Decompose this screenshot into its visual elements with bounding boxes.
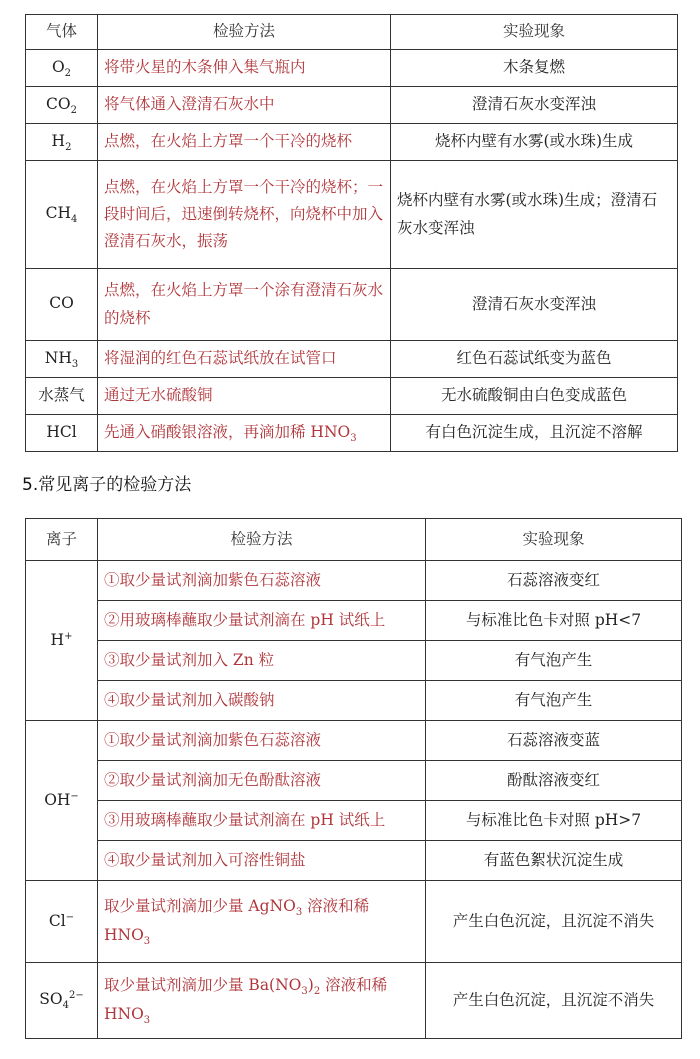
ion-test-table (25, 518, 682, 1039)
phenomenon-cell: 石蕊溶液变蓝 (426, 721, 682, 761)
method-cell: 点燃，在火焰上方罩一个干冷的烧杯 (98, 124, 391, 161)
phenomenon-cell: 有蓝色絮状沉淀生成 (426, 841, 682, 881)
header-phenomenon: 实验现象 (391, 15, 678, 50)
method-cell: 将湿润的红色石蕊试纸放在试管口 (98, 341, 391, 378)
gas-cell (26, 50, 98, 87)
gas-cell (26, 378, 98, 415)
gas-cell (26, 87, 98, 124)
table-row (26, 841, 682, 881)
table-row (26, 161, 678, 269)
method-subscript: 3 (301, 986, 308, 997)
ion-cell-oh (26, 721, 98, 881)
method-subscript: 3 (143, 1014, 151, 1026)
method-subscript: 2 (313, 986, 321, 997)
gas-cell (26, 341, 98, 378)
phenomenon-cell: 木条复燃 (391, 50, 678, 87)
header-method: 检验方法 (98, 15, 391, 50)
phenomenon-cell: 有白色沉淀生成，且沉淀不溶解 (391, 415, 678, 452)
header-ion: 离子 (26, 519, 98, 561)
table-row (26, 721, 682, 761)
gas-formula: 水蒸气 (38, 385, 85, 404)
gas-cell (26, 161, 98, 269)
gas-formula: CH (45, 204, 71, 223)
method-cell: 点燃，在火焰上方罩一个涂有澄清石灰水的烧杯 (98, 269, 391, 341)
ion-charge: − (70, 790, 79, 802)
table-row (26, 87, 678, 124)
gas-subscript: 3 (71, 358, 79, 370)
ion-formula: OH (44, 790, 71, 809)
method-text: 溶液和稀 HNO (104, 896, 370, 944)
method-subscript: 3 (143, 935, 151, 947)
table-header-row (26, 15, 678, 50)
method-subscript: 3 (295, 907, 303, 918)
phenomenon-cell: 有气泡产生 (426, 641, 682, 681)
phenomenon-cell: 与标准比色卡对照 pH>7 (426, 801, 682, 841)
method-cell: ④取少量试剂加入可溶性铜盐 (98, 841, 426, 881)
table-row (26, 415, 678, 452)
gas-formula: NH (44, 348, 72, 367)
method-cell: ④取少量试剂加入碳酸钠 (98, 681, 426, 721)
gas-subscript: 2 (64, 67, 72, 79)
method-text: 溶液和稀 HNO (104, 975, 388, 1023)
ion-charge: + (64, 630, 73, 642)
method-text: ) (307, 975, 314, 994)
ion-charge: − (65, 911, 75, 923)
phenomenon-cell: 烧杯内壁有水雾(或水珠)生成 (391, 124, 678, 161)
header-phenomenon: 实验现象 (426, 519, 682, 561)
phenomenon-cell: 无水硫酸铜由白色变成蓝色 (391, 378, 678, 415)
method-cell: ②取少量试剂滴加无色酚酞溶液 (98, 761, 426, 801)
phenomenon-cell: 烧杯内壁有水雾(或水珠)生成；澄清石灰水变浑浊 (391, 161, 678, 269)
table-row (26, 801, 682, 841)
method-cell (98, 963, 426, 1039)
method-cell: 将气体通入澄清石灰水中 (98, 87, 391, 124)
ion-formula: Cl (48, 911, 66, 930)
phenomenon-cell: 红色石蕊试纸变为蓝色 (391, 341, 678, 378)
ion-subscript: 4 (62, 1000, 69, 1012)
gas-formula: HCl (46, 422, 77, 441)
method-cell: ③用玻璃棒蘸取少量试剂滴在 pH 试纸上 (98, 801, 426, 841)
table-row (26, 681, 682, 721)
method-cell (98, 415, 391, 452)
method-cell (98, 881, 426, 963)
ion-cell-cl (26, 881, 98, 963)
phenomenon-cell: 澄清石灰水变浑浊 (391, 87, 678, 124)
header-method: 检验方法 (98, 519, 426, 561)
table-row (26, 761, 682, 801)
gas-formula: O (51, 57, 65, 76)
method-cell: ①取少量试剂滴加紫色石蕊溶液 (98, 721, 426, 761)
ion-cell-so4 (26, 963, 98, 1039)
method-cell: ②用玻璃棒蘸取少量试剂滴在 pH 试纸上 (98, 601, 426, 641)
ion-cell-h (26, 561, 98, 721)
method-subscript: 3 (350, 432, 357, 444)
phenomenon-cell: 产生白色沉淀，且沉淀不消失 (426, 963, 682, 1039)
gas-formula: CO (46, 94, 71, 113)
method-cell: ①取少量试剂滴加紫色石蕊溶液 (98, 561, 426, 601)
ion-charge: 2− (68, 990, 84, 1002)
ion-formula: H (50, 630, 65, 649)
method-text: 先通入硝酸银溶液，再滴加稀 HNO (104, 422, 351, 441)
phenomenon-cell: 有气泡产生 (426, 681, 682, 721)
table-row (26, 881, 682, 963)
phenomenon-cell: 与标准比色卡对照 pH<7 (426, 601, 682, 641)
table-row (26, 561, 682, 601)
ion-formula: SO (39, 990, 63, 1009)
method-cell: 点燃，在火焰上方罩一个干冷的烧杯；一段时间后，迅速倒转烧杯，向烧杯中加入澄清石灰水，振荡 (98, 161, 391, 269)
phenomenon-cell: 产生白色沉淀，且沉淀不消失 (426, 881, 682, 963)
gas-formula: H (51, 131, 66, 150)
phenomenon-cell: 澄清石灰水变浑浊 (391, 269, 678, 341)
method-text: 取少量试剂滴加少量 Ba(NO (104, 975, 302, 994)
header-gas: 气体 (26, 15, 98, 50)
table-row (26, 963, 682, 1039)
table-row (26, 378, 678, 415)
gas-test-table (25, 14, 678, 452)
phenomenon-cell: 酚酞溶液变红 (426, 761, 682, 801)
gas-formula: CO (49, 294, 74, 313)
table-row (26, 341, 678, 378)
table-header-row (26, 519, 682, 561)
method-cell: 通过无水硫酸铜 (98, 378, 391, 415)
phenomenon-cell: 石蕊溶液变红 (426, 561, 682, 601)
gas-subscript: 2 (70, 104, 77, 116)
gas-cell (26, 415, 98, 452)
method-cell: 将带火星的木条伸入集气瓶内 (98, 50, 391, 87)
gas-subscript: 2 (65, 141, 72, 153)
table-row (26, 601, 682, 641)
section-title: 5.常见离子的检验方法 (22, 475, 192, 495)
table-row (26, 124, 678, 161)
method-cell: ③取少量试剂加入 Zn 粒 (98, 641, 426, 681)
table-row (26, 269, 678, 341)
table-row (26, 641, 682, 681)
table-row (26, 50, 678, 87)
gas-subscript: 4 (71, 214, 78, 226)
gas-cell (26, 124, 98, 161)
gas-cell (26, 269, 98, 341)
method-text: 取少量试剂滴加少量 AgNO (104, 896, 296, 915)
